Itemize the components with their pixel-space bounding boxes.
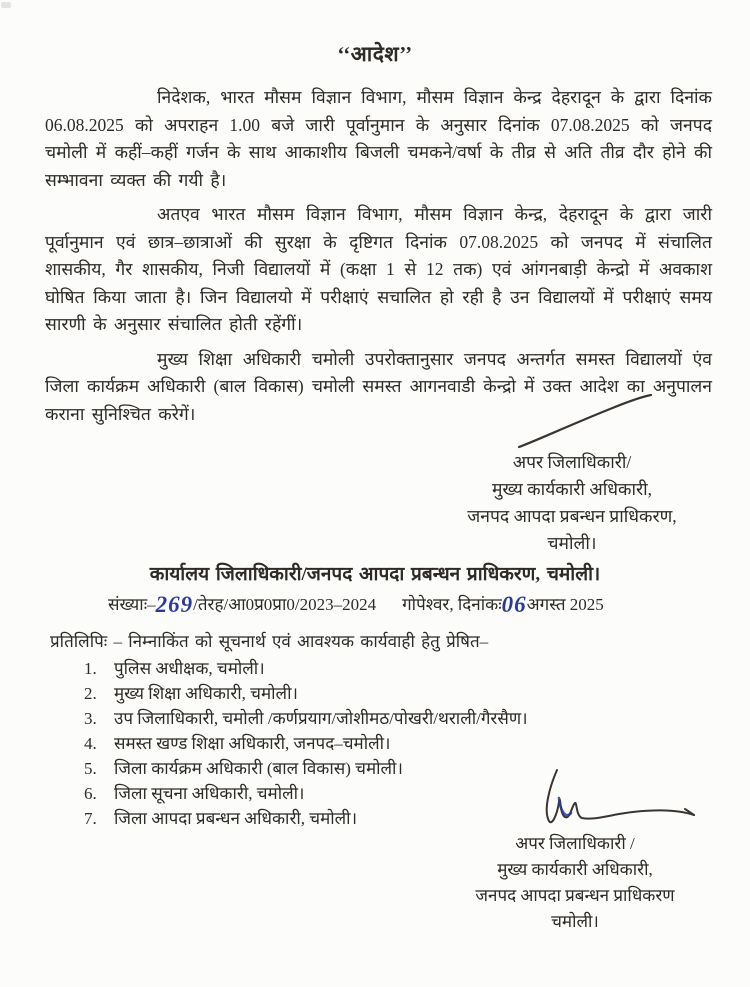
list-item-number: 7. — [84, 809, 97, 828]
list-item-number: 2. — [84, 684, 97, 703]
ref-date-label: दिनांकः — [457, 595, 502, 614]
list-item — [84, 656, 528, 681]
list-item — [84, 781, 528, 806]
document-title: ‘‘आदेश’’ — [337, 42, 413, 66]
office-heading: कार्यालय जिलाधिकारी/जनपद आपदा प्रबन्धन प्राधिकरण, चमोली। — [149, 564, 601, 585]
list-item-text: मुख्य शिक्षा अधिकारी, चमोली। — [114, 684, 298, 703]
handwritten-date-number: 06 — [501, 592, 527, 617]
ref-place: गोपेश्वर, — [402, 595, 454, 614]
handwritten-ref-number: 269 — [155, 592, 194, 617]
signatory-line: अपर जिलाधिकारी / — [515, 834, 635, 853]
list-item-number: 6. — [84, 784, 97, 803]
recipient-list — [84, 656, 528, 831]
reference-number-line — [108, 592, 604, 615]
ref-middle: /तेरह/आ0प्र0प्रा0/2023–2024 — [193, 595, 377, 614]
list-item — [84, 731, 528, 756]
signatory-block-bottom — [446, 831, 704, 935]
copy-distribution-line: प्रतिलिपिः – निम्नाकिंत को सूचनार्थ एवं आवश्यक कार्यवाही हेतु प्रेषित– — [50, 632, 489, 651]
list-item — [84, 756, 528, 781]
scan-artifact — [1, 2, 11, 8]
signatory-line: चमोली। — [547, 533, 597, 553]
list-item-number: 5. — [84, 759, 97, 778]
ref-prefix: संख्याः– — [108, 595, 156, 614]
signatory-block-top — [446, 449, 698, 557]
list-item-number: 4. — [84, 734, 97, 753]
list-item-text: जिला सूचना अधिकारी, चमोली। — [114, 784, 305, 803]
list-item-text: उप जिलाधिकारी, चमोली /कर्णप्रयाग/जोशीमठ/पोखरी/थराली/गैरसैण। — [114, 709, 528, 728]
signatory-line: जनपद आपदा प्रबन्धन प्राधिकरण — [475, 886, 675, 905]
list-item-text: जिला कार्यक्रम अधिकारी (बाल विकास) चमोली। — [114, 759, 403, 778]
signatory-line: अपर जिलाधिकारी/ — [512, 452, 632, 472]
list-item-text: समस्त खण्ड शिक्षा अधिकारी, जनपद–चमोली। — [114, 734, 391, 753]
signatory-line: जनपद आपदा प्रबन्धन प्राधिकरण, — [467, 506, 677, 526]
ref-date-rest: अगस्त 2025 — [526, 595, 604, 614]
signatory-line: चमोली। — [551, 912, 599, 931]
list-item-text: जिला आपदा प्रबन्धन अधिकारी, चमोली। — [114, 809, 358, 828]
order-paragraph-3: मुख्य शिक्षा अधिकारी चमोली उपरोक्तानुसार जनपद अन्तर्गत समस्त विद्यालयों एंव जिला कार्यक्रम अधिकारी (बाल विकास) चमोली समस्त आगनवाडी केन्द्रो में उक्त आदेश का अनुपालन कराना सुनिश्चित करेगें। — [45, 348, 712, 424]
signature-scribble-bottom — [523, 768, 701, 834]
order-paragraph-2: अतएव भारत मौसम विज्ञान विभाग, मौसम विज्ञान केन्द्र, देहरादून के द्वारा जारी पूर्वानुमान एवं छात्र–छात्राओं की सुरक्षा के दृष्टिगत दिनांक 07.08.2025 को जनपद में संचालित शासकीय, गैर शासकीय, निजी विद्यालयों में (कक्षा 1 से 12 तक) एवं आंगनबाड़ी केन्द्रो में अवकाश घोषित किया जाता है। जिन विद्यालयो में परीक्षाएं सचालित हो रही है उन विद्यालयों में परीक्षाएं समय सारणी के अनुसार संचालित होती रहेंगीं। — [45, 204, 712, 334]
order-body — [45, 84, 712, 435]
signatory-line: मुख्य कार्यकारी अधिकारी, — [497, 860, 653, 879]
order-paragraph-1: निदेशक, भारत मौसम विज्ञान विभाग, मौसम विज्ञान केन्द्र देहरादून के द्वारा दिनांक 06.08.2025 को अपराहन 1.00 बजे जारी पूर्वानुमान के अनुसार दिनांक 07.08.2025 को जनपद चमोली में कहीं–कहीं गर्जन के साथ आकाशीय बिजली चमकने/वर्षा के तीव्र से अति तीव्र दौर होने की सम्भावना व्यक्त की गयी है। — [45, 87, 712, 190]
signature-stroke-top — [515, 392, 655, 452]
signatory-line: मुख्य कार्यकारी अधिकारी, — [491, 479, 653, 499]
list-item — [84, 706, 528, 731]
list-item-number: 3. — [84, 709, 97, 728]
list-item — [84, 681, 528, 706]
list-item — [84, 806, 528, 831]
list-item-text: पुलिस अधीक्षक, चमोली। — [114, 659, 265, 678]
list-item-number: 1. — [84, 659, 97, 678]
